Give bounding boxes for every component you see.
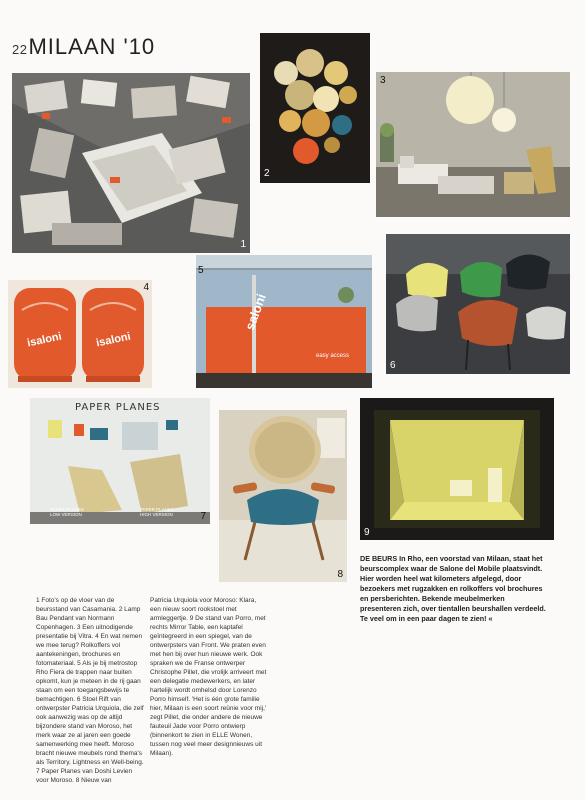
- photo-number-2: 2: [264, 168, 270, 179]
- photo-number-3: 3: [380, 75, 386, 86]
- photo-4: [8, 280, 152, 388]
- photo-8: [219, 410, 347, 582]
- intro-body: Hier worden heel wat kilometers afgelegd, door bezoekers met rugzakken en rolkoffers vol brochures en persberichten. Bekende meubelmerken presenteren zich, over tientallen beurshallen verdeeld. Te veel om in een paar dagen te zien! «: [360, 574, 546, 623]
- photo-number-1: 1: [240, 239, 246, 250]
- photo-5: [196, 255, 372, 388]
- paper-planes-label-low: PAPER PLANES LOW VERSION: [50, 507, 84, 517]
- backpack-logo-left: isaloni: [26, 330, 63, 350]
- photo-3: [376, 72, 570, 217]
- photo-number-4: 4: [143, 282, 149, 293]
- page-number: 22: [12, 42, 28, 57]
- photo-number-8: 8: [337, 569, 343, 580]
- photo-1: [12, 73, 250, 253]
- page-title: MILAAN '10: [28, 34, 156, 59]
- backpack-logo-right: isaloni: [95, 330, 132, 350]
- intro-text: [360, 554, 546, 624]
- caption-column-2: Patricia Urquiola voor Moroso: Klara, een nieuw soort rookstoel met armleggertje. 9 De stand van Porro, met rechts Mirror Table, een kaptafel geïntegreerd in een spiegel, van de ontwerpsters van Front. We praten even met hen bij over hun nieuwe werk. Ook spraken we de Franse ontwerper Christophe Pillet, die vrolijk arriveert met een delegatie medewerkers, en later hartelijk wordt omhelsd door Lorenzo Porro himself. 'Het is één grote familie hier, Milaan is een soort reünie voor mij,' zegt Pillet, die onder andere de nieuwe fauteuil Jade voor Porro ontwierp (binnenkort te zien in ELLE Wonen, tussen nog veel meer designnieuws uit Milaan).: [150, 597, 267, 757]
- photo-6: [386, 234, 570, 374]
- banner-subtext: easy access: [316, 353, 350, 359]
- page-header: [12, 34, 155, 60]
- intro-lead: DE BEURS In Rho, een voorstad van Milaan, staat het beurscomplex waar de Salone del Mobile plaatsvindt.: [360, 554, 543, 573]
- photo-number-7: 7: [200, 511, 206, 522]
- photo-number-6: 6: [390, 360, 396, 371]
- caption-column-1: 1 Foto's op de vloer van de beursstand van Casamania. 2 Lamp Bau Pendant van Normann Copenhagen. 3 Een uitnodigende presentatie bij Vitra. 4 En wat nemen we mee terug? Rolkoffers vol aantekeningen, brochures en fotomateriaal. 5 Als je bij metrostop Rho Fiera de trappen naar buiten opkomt, kun je meteen in de rij gaan staan om een toegangsbewijs te bemachtigen. 6 Stoel Rift van ontwerpster Patricia Urquiola, die zelf ook aanwezig was op de altijd bijzondere stand van Moroso, het merk waar ze al jaren een goede samenwerking mee heeft. Moroso bracht nieuwe meubels rond thema's als Territory, Lightness en Well-being. 7 Paper Planes van Doshi Levien voor Moroso. 8 Nieuw van: [36, 597, 144, 784]
- paper-planes-label-high: PAPER PLANES HIGH VERSION: [140, 507, 174, 517]
- photo-number-5: 5: [198, 265, 204, 276]
- photo-2: [260, 33, 370, 183]
- banner-logo: saloni: [242, 291, 269, 333]
- photo-9: [360, 398, 554, 540]
- paper-planes-sign: PAPER PLANES: [75, 402, 161, 413]
- photo-7: [30, 398, 210, 524]
- photo-number-9: 9: [364, 527, 370, 538]
